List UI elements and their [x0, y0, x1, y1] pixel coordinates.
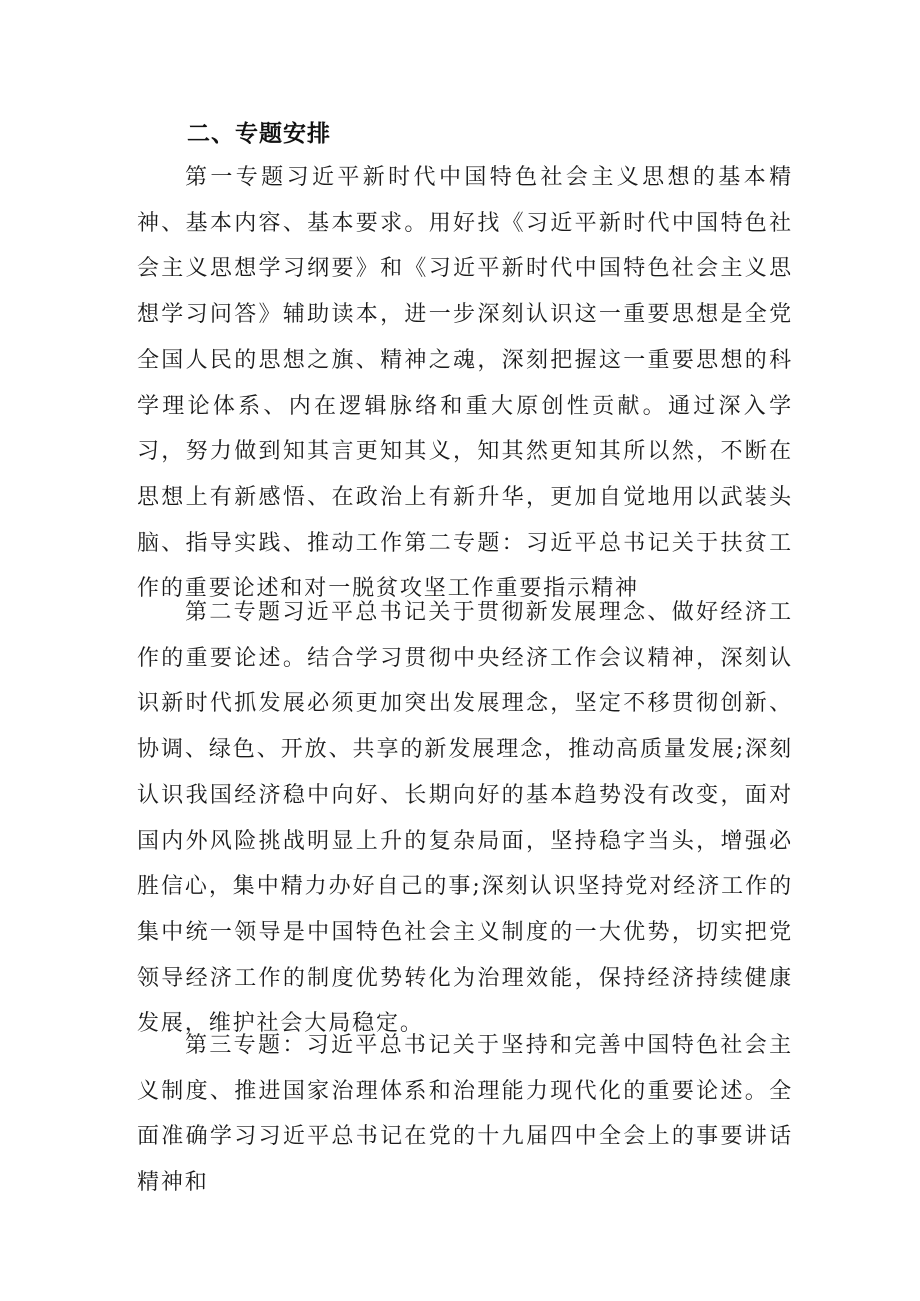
- paragraph-topic-1: 第一专题习近平新时代中国特色社会主义思想的基本精神、基本内容、基本要求。用好找《习近平新时代中国特色社会主义思想学习纲要》和《习近平新时代中国特色社会主义思想学习问答》辅助读本，进一步深刻认识这一重要思想是全党全国人民的思想之旗、精神之魂，深刻把握这一重要思想的科学理论体系、内在逻辑脉络和重大原创性贡献。通过深入学习，努力做到知其言更知其义，知其然更知其所以然，不断在思想上有新感悟、在政治上有新升华，更加自觉地用以武装头脑、指导实践、推动工作第二专题：习近平总书记关于扶贫工作的重要论述和对一脱贫攻坚工作重要指示精神: [137, 165, 793, 602]
- paragraph-topic-3: 第三专题：习近平总书记关于坚持和完善中国特色社会主义制度、推进国家治理体系和治理能力现代化的重要论述。全面准确学习习近平总书记在党的十九届四中全会上的事要讲话精神和: [137, 1033, 793, 1196]
- section-heading: 二、专题安排: [187, 121, 331, 147]
- paragraph-topic-2: 第二专题习近平总书记关于贯彻新发展理念、做好经济工作的重要论述。结合学习贯彻中央经济工作会议精神，深刻认识新时代抓发展必须更加突出发展理念，坚定不移贯彻创新、协调、绿色、开放、共享的新发展理念，推动高质量发展;深刻认识我国经济稳中向好、长期向好的基本趋势没有改变，面对国内外风险挑战明显上升的复杂局面，坚持稳字当头，增强必胜信心，集中精力办好自己的事;深刻认识坚持党对经济工作的集中统一领导是中国特色社会主义制度的一大优势，切实把党领导经济工作的制度优势转化为治理效能，保持经济持续健康发展，维护社会大局稳定。: [137, 600, 793, 1037]
